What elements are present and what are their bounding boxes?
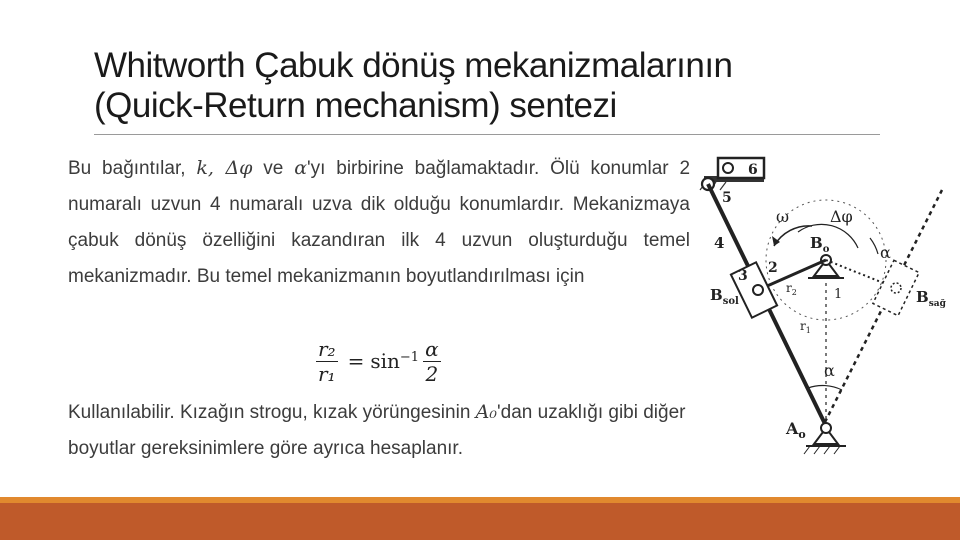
- label-b-sag: [916, 288, 947, 309]
- formula-lhs-fraction: [316, 337, 338, 386]
- alpha-bottom-arc: [808, 386, 842, 390]
- label-1: 1: [834, 287, 843, 302]
- paragraph-2: [68, 394, 690, 467]
- label-r2-main: r: [786, 281, 792, 295]
- footer-bar: [0, 503, 960, 540]
- alpha-top-arc: [870, 238, 878, 254]
- link6-pin: [723, 163, 733, 173]
- label-3: 3: [738, 268, 748, 284]
- label-delta-phi: Δφ: [830, 207, 853, 226]
- formula-lhs-numerator: r₂: [318, 336, 336, 361]
- mechanism-diagram: [690, 150, 960, 470]
- a0-hatch-2: [814, 446, 820, 454]
- label-alpha-top: α: [880, 243, 891, 262]
- formula-rhs-numerator: α: [425, 336, 439, 361]
- mechanism-figure: [690, 150, 960, 470]
- label-b-sol: [710, 286, 739, 307]
- formula-function: sin: [370, 349, 400, 373]
- label-5: 5: [722, 190, 732, 206]
- a0-hatch-4: [834, 446, 840, 454]
- formula-superscript: −1: [399, 349, 420, 365]
- title-line-1: Whitworth Çabuk dönüş mekanizmalarının: [94, 46, 733, 85]
- label-b0-sub: o: [822, 244, 830, 255]
- label-6: 6: [748, 162, 758, 178]
- omega-arrowhead: [772, 236, 780, 246]
- label-4: 4: [714, 234, 725, 252]
- p1-text-b: ve: [252, 158, 295, 179]
- label-alpha-bottom: α: [824, 361, 835, 380]
- omega-arc: [774, 226, 812, 246]
- label-b-sol-main: B: [710, 286, 723, 304]
- label-r1-main: r: [800, 319, 806, 333]
- label-a0-sub: o: [798, 428, 806, 441]
- formula: [312, 332, 445, 390]
- slide-title: [94, 46, 884, 126]
- p1-text-c: 'yı birbirine bağlamaktadır. Ölü konumlar 2 numaralı uzvun 4 numaralı uzva dik olduğu konumlardır. Mekanizmaya çabuk dönüş özelliğini kazandıran ilk 4 uzvun oluşturduğu temel mekanizmadır. Bu temel mekanizmanın boyutlandırılması için: [68, 158, 691, 287]
- label-b-sag-main: B: [916, 288, 929, 306]
- formula-equals: =: [347, 349, 365, 373]
- formula-rhs-denominator: 2: [425, 361, 439, 386]
- label-b0-main: B: [810, 234, 823, 252]
- paragraph-1-text: [68, 150, 690, 295]
- title-divider: [94, 134, 880, 135]
- label-r2: [786, 281, 797, 297]
- p2-math-a0: A₀: [475, 401, 498, 423]
- label-r1-sub: 1: [805, 326, 811, 335]
- formula-rhs-fraction: [423, 337, 441, 386]
- b-sol-joint: [753, 285, 763, 295]
- label-a0: [785, 419, 806, 441]
- label-a0-main: A: [786, 419, 799, 438]
- b-sag-joint: [891, 283, 901, 293]
- label-b-sag-sub: sağ: [928, 299, 946, 309]
- p2-text-a: Kullanılabilir. Kızağın strogu, kızak yörüngesinin: [68, 402, 476, 423]
- a0-joint: [821, 423, 831, 433]
- label-r2-sub: 2: [791, 288, 797, 297]
- label-r1: [800, 319, 811, 335]
- p1-math-k-dphi: k, Δφ: [196, 157, 253, 179]
- label-2: 2: [768, 260, 778, 276]
- a0-hatch-3: [824, 446, 830, 454]
- p1-text-a: Bu bağıntılar,: [68, 158, 197, 179]
- p1-math-alpha: α: [294, 157, 308, 179]
- label-b0: [810, 234, 830, 255]
- label-b-sol-sub: sol: [722, 296, 739, 307]
- formula-lhs-denominator: r₁: [318, 361, 336, 386]
- title-line-2: (Quick-Return mechanism) sentezi: [94, 86, 617, 125]
- a0-hatch-1: [804, 446, 810, 454]
- label-omega: ω: [776, 207, 790, 226]
- paragraph-1: [68, 150, 690, 295]
- p2-text-b: 'dan uzaklığı gibi diğer boyutlar gereksinimlere göre ayrıca hesaplanır.: [68, 402, 686, 459]
